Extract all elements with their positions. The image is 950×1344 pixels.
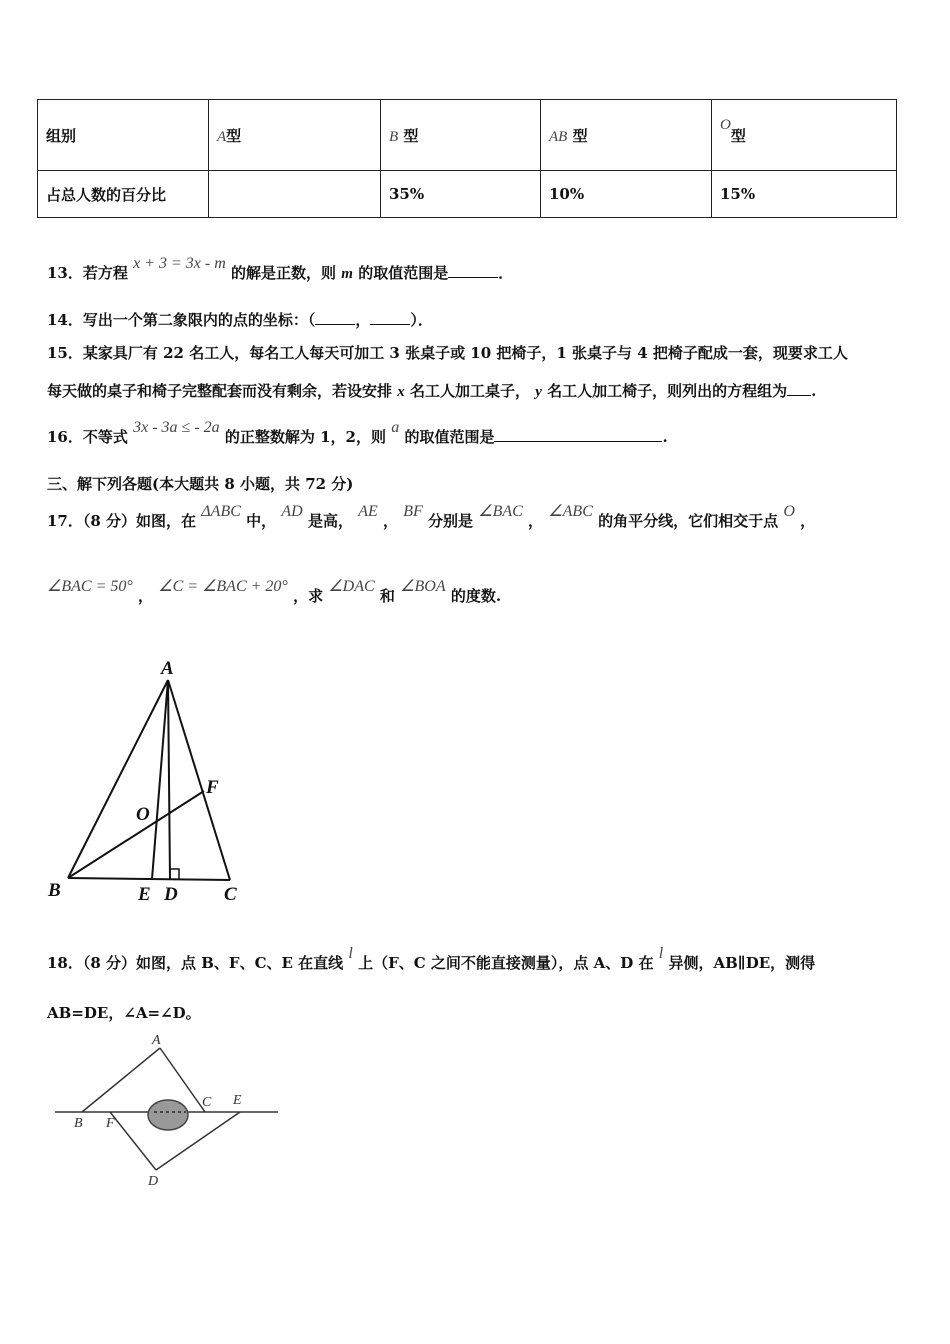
q16-blank <box>494 427 662 442</box>
q18-line-l2: l <box>658 945 664 962</box>
q17-o: O <box>783 503 795 520</box>
side-ab <box>68 680 168 878</box>
value-cell-ab: 10% <box>541 171 712 218</box>
question-13 <box>47 255 514 283</box>
q13-equation: x + 3 = 3x - m <box>133 255 226 272</box>
q17-angle-abc: ∠ABC <box>548 503 593 520</box>
label-e: E <box>138 884 151 905</box>
type-suffix: 型 <box>403 126 419 145</box>
q13-num: 13．若方程 <box>47 264 128 282</box>
type-a: A <box>217 128 227 145</box>
value-cell-b: 35% <box>381 171 541 218</box>
blood-type-table <box>37 99 897 218</box>
header-cell-o <box>712 100 897 171</box>
q15-end: . <box>811 382 817 400</box>
question-15-line1: 15．某家具厂有 22 名工人，每名工人每天可加工 3 张桌子或 10 把椅子，1 张桌子与 4 把椅子配成一套，现要求工人 <box>47 344 848 362</box>
q17-t6: 的角平分线，它们相交于点 <box>598 512 779 530</box>
type-suffix: 型 <box>572 126 588 145</box>
q17-t5: ， <box>528 512 544 530</box>
label-b: B <box>48 880 61 901</box>
label-f: F <box>206 777 219 798</box>
bisector-ae <box>152 680 168 879</box>
type-suffix: 型 <box>730 126 746 145</box>
question-18-line2: AB=DE，∠A=∠D。 <box>47 1004 201 1022</box>
q13-text: 的解是正数，则 <box>231 264 337 282</box>
q14-end: ）． <box>410 311 433 329</box>
q17-ad: AD <box>281 503 303 520</box>
q17-ae: AE <box>358 503 378 520</box>
q18-t1: 上（F、C 之间不能直接测量），点 A、D 在 <box>358 954 654 972</box>
q13-m: m <box>341 266 353 282</box>
label-d: D <box>164 884 178 905</box>
q16-inequality: 3x - 3a ≤ - 2a <box>133 419 220 436</box>
label-o: O <box>136 804 150 825</box>
row-label: 占总人数的百分比 <box>38 171 209 218</box>
q17-num: 17．（8 分）如图，在 <box>47 512 197 530</box>
q17-t10: 和 <box>379 587 395 605</box>
question-17-line1 <box>47 503 816 531</box>
header-cell-a <box>209 100 381 171</box>
q15-x: x <box>397 384 405 400</box>
q17-angle-bac: ∠BAC <box>478 503 523 520</box>
label-c: C <box>202 1095 212 1110</box>
q15-text-a: 每天做的桌子和椅子完整配套而没有剩余，若设安排 <box>47 382 393 400</box>
q16-tail: 的取值范围是 <box>404 428 495 446</box>
q15-y: y <box>535 384 542 400</box>
table-data-row <box>38 171 897 218</box>
q15-blank <box>787 381 811 396</box>
q14-blank-x <box>315 310 355 325</box>
side-bc <box>68 878 230 880</box>
q13-blank <box>448 263 498 278</box>
q17-t3: ， <box>382 512 398 530</box>
q16-text: 的正整数解为 1，2，则 <box>224 428 386 446</box>
type-ab: AB <box>549 128 568 145</box>
label-a: A <box>152 1033 161 1048</box>
q15-text-c: 名工人加工椅子，则列出的方程组为 <box>547 382 788 400</box>
q14-blank-y <box>370 310 410 325</box>
type-b: B <box>389 128 399 145</box>
q17-t2: 是高， <box>307 512 353 530</box>
q17-angle-dac: ∠DAC <box>328 578 375 595</box>
altitude-ad <box>168 680 170 879</box>
figure-18 <box>50 1030 290 1195</box>
question-17-line2 <box>47 578 502 606</box>
q17-angle-boa: ∠BOA <box>400 578 446 595</box>
q17-t11: 的度数. <box>450 587 502 605</box>
value-cell-a <box>209 171 381 218</box>
q13-end: ． <box>498 264 514 282</box>
q17-t8: ， <box>138 587 154 605</box>
q16-end: . <box>662 428 668 446</box>
label-f: F <box>106 1116 115 1131</box>
q14-text: 14．写出一个第二象限内的点的坐标：（ <box>47 311 316 329</box>
type-o: O <box>720 116 731 133</box>
label-d: D <box>148 1174 159 1189</box>
table-header-row <box>38 100 897 171</box>
q13-tail: 的取值范围是 <box>358 264 449 282</box>
header-cell-group: 组别 <box>38 100 209 171</box>
q18-line-l: l <box>348 945 353 962</box>
q15-text-b: 名工人加工桌子， <box>409 382 530 400</box>
header-cell-b <box>381 100 541 171</box>
q17-triangle: ΔABC <box>201 503 241 520</box>
question-14 <box>47 309 433 330</box>
label-c: C <box>224 884 237 905</box>
side-ac <box>168 680 230 880</box>
right-angle-mark <box>170 869 179 879</box>
question-18-line1 <box>47 945 816 973</box>
q17-t1: 中， <box>246 512 277 530</box>
q17-cond1: ∠BAC = 50° <box>47 578 133 595</box>
q17-t4: 分别是 <box>428 512 474 530</box>
label-b: B <box>74 1116 83 1131</box>
q18-num: 18．（8 分）如图，点 B、F、C、E 在直线 <box>47 954 344 972</box>
q17-bf: BF <box>403 503 423 520</box>
q14-sep: ， <box>355 311 371 329</box>
question-16 <box>47 419 668 447</box>
obstacle-pond <box>148 1100 188 1130</box>
section-3-heading: 三、解下列各题(本大题共 8 小题，共 72 分) <box>47 475 354 493</box>
value-cell-o: 15% <box>712 171 897 218</box>
q17-cond2: ∠C = ∠BAC + 20° <box>158 578 288 595</box>
question-15-line2 <box>47 380 816 401</box>
q16-a: a <box>391 419 400 436</box>
segment-ab <box>82 1048 160 1112</box>
q18-t2: 异侧，AB∥DE，测得 <box>668 954 816 972</box>
label-a: A <box>161 658 174 679</box>
triangle-figure-17 <box>40 650 260 910</box>
q16-num: 16．不等式 <box>47 428 128 446</box>
type-suffix: 型 <box>226 126 242 145</box>
label-e: E <box>233 1093 242 1108</box>
q17-t9: ，求 <box>293 587 324 605</box>
q17-t7: ， <box>800 512 816 530</box>
header-cell-ab <box>541 100 712 171</box>
